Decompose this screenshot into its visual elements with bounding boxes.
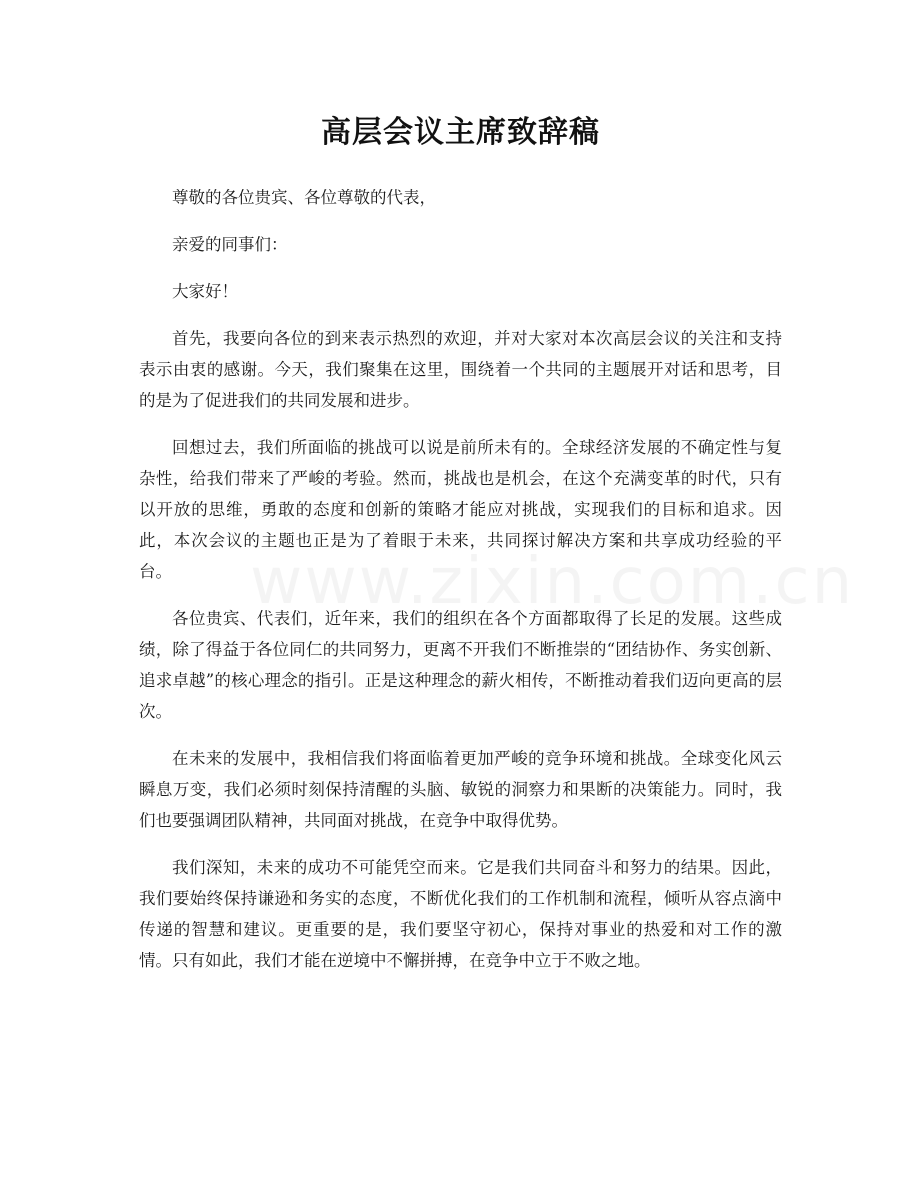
- document-body: [139, 182, 782, 976]
- salutation-guests: 尊敬的各位贵宾、各位尊敬的代表，: [172, 188, 436, 207]
- salutation-colleagues: 亲爱的同事们：: [172, 235, 288, 254]
- greeting: 大家好！: [172, 282, 238, 301]
- document-title: 高层会议主席致辞稿: [321, 115, 600, 150]
- paragraph-success: 我们深知，未来的成功不可能凭空而来。它是我们共同奋斗和努力的结果。因此，我们要始终保持谦逊和务实的态度，不断优化我们的工作机制和流程，倾听从容点滴中传递的智慧和建议。更重要的是，我们要坚守初心，保持对事业的热爱和对工作的激情。只有如此，我们才能在逆境中不懈拼搏，在竞争中立于不败之地。: [139, 858, 782, 970]
- paragraph-future: 在未来的发展中，我相信我们将面临着更加严峻的竞争环境和挑战。全球变化风云瞬息万变，我们必须时刻保持清醒的头脑、敏锐的洞察力和果断的决策能力。同时，我们也要强调团队精神，共同面对挑战，在竞争中取得优势。: [139, 749, 782, 830]
- paragraph-welcome: 首先，我要向各位的到来表示热烈的欢迎，并对大家对本次高层会议的关注和支持表示由衷的感谢。今天，我们聚集在这里，围绕着一个共同的主题展开对话和思考，目的是为了促进我们的共同发展和进步。: [139, 329, 782, 410]
- paragraph-achievements: 各位贵宾、代表们，近年来，我们的组织在各个方面都取得了长足的发展。这些成绩，除了得益于各位同仁的共同努力，更离不开我们不断推崇的“团结协作、务实创新、追求卓越”的核心理念的指引。正是这种理念的薪火相传，不断推动着我们迈向更高的层次。: [139, 609, 782, 721]
- paragraph-challenges: 回想过去，我们所面临的挑战可以说是前所未有的。全球经济发展的不确定性与复杂性，给我们带来了严峻的考验。然而，挑战也是机会，在这个充满变革的时代，只有以开放的思维，勇敢的态度和创新的策略才能应对挑战，实现我们的目标和追求。因此，本次会议的主题也正是为了着眼于未来，共同探讨解决方案和共享成功经验的平台。: [139, 438, 782, 581]
